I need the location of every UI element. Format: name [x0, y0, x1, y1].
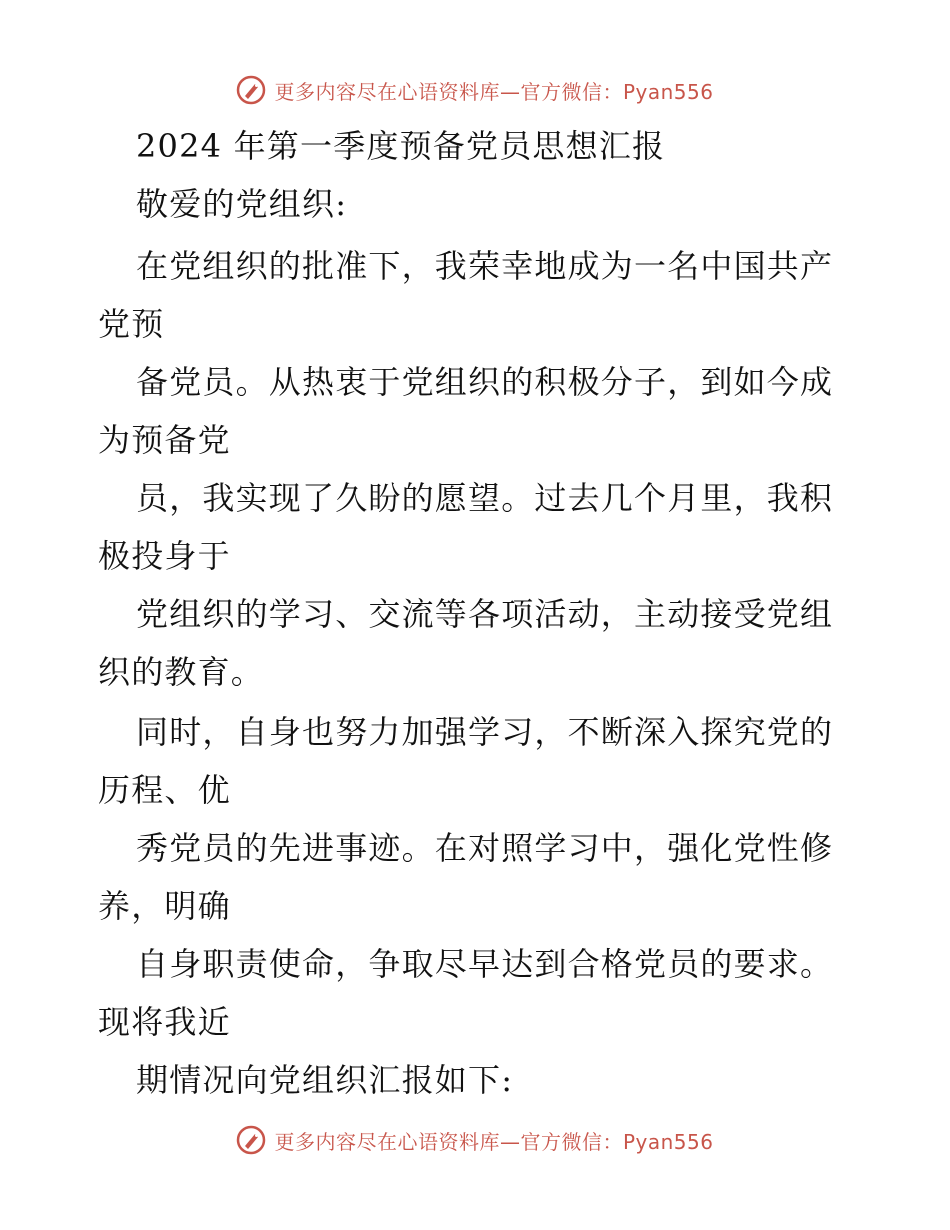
pen-nib-logo-icon [236, 1125, 266, 1155]
paragraph-line: 养，明确 [98, 887, 231, 925]
watermark-text: 更多内容尽在心语资料库—官方微信：Pyan556 [274, 79, 714, 104]
paragraph-line: 织的教育。 [98, 653, 265, 691]
salutation: 敬爱的党组织: [136, 185, 348, 223]
paragraph-line: 自身职责使命，争取尽早达到合格党员的要求。 [136, 945, 834, 983]
paragraph-line: 为预备党 [98, 421, 231, 459]
watermark-text: 更多内容尽在心语资料库—官方微信：Pyan556 [274, 1129, 714, 1154]
footer-watermark [0, 1120, 950, 1160]
header-watermark [0, 70, 950, 110]
paragraph-line: 历程、优 [98, 771, 231, 809]
paragraph-line: 党预 [98, 305, 165, 343]
paragraph-line: 同时，自身也努力加强学习，不断深入探究党的 [136, 713, 834, 751]
paragraph-line: 党组织的学习、交流等各项活动，主动接受党组 [136, 595, 834, 633]
paragraph-line: 极投身于 [98, 537, 231, 575]
paragraph-line: 期情况向党组织汇报如下: [136, 1061, 514, 1099]
paragraph-line: 秀党员的先进事迹。在对照学习中，强化党性修 [136, 829, 834, 867]
document-title: 2024 年第一季度预备党员思想汇报 [136, 127, 666, 165]
paragraph-line: 在党组织的批准下，我荣幸地成为一名中国共产 [136, 247, 834, 285]
paragraph-line: 现将我近 [98, 1003, 231, 1041]
paragraph-line: 员，我实现了久盼的愿望。过去几个月里，我积 [136, 479, 834, 517]
paragraph-line: 备党员。从热衷于党组织的积极分子，到如今成 [136, 363, 834, 401]
pen-nib-logo-icon [236, 75, 266, 105]
